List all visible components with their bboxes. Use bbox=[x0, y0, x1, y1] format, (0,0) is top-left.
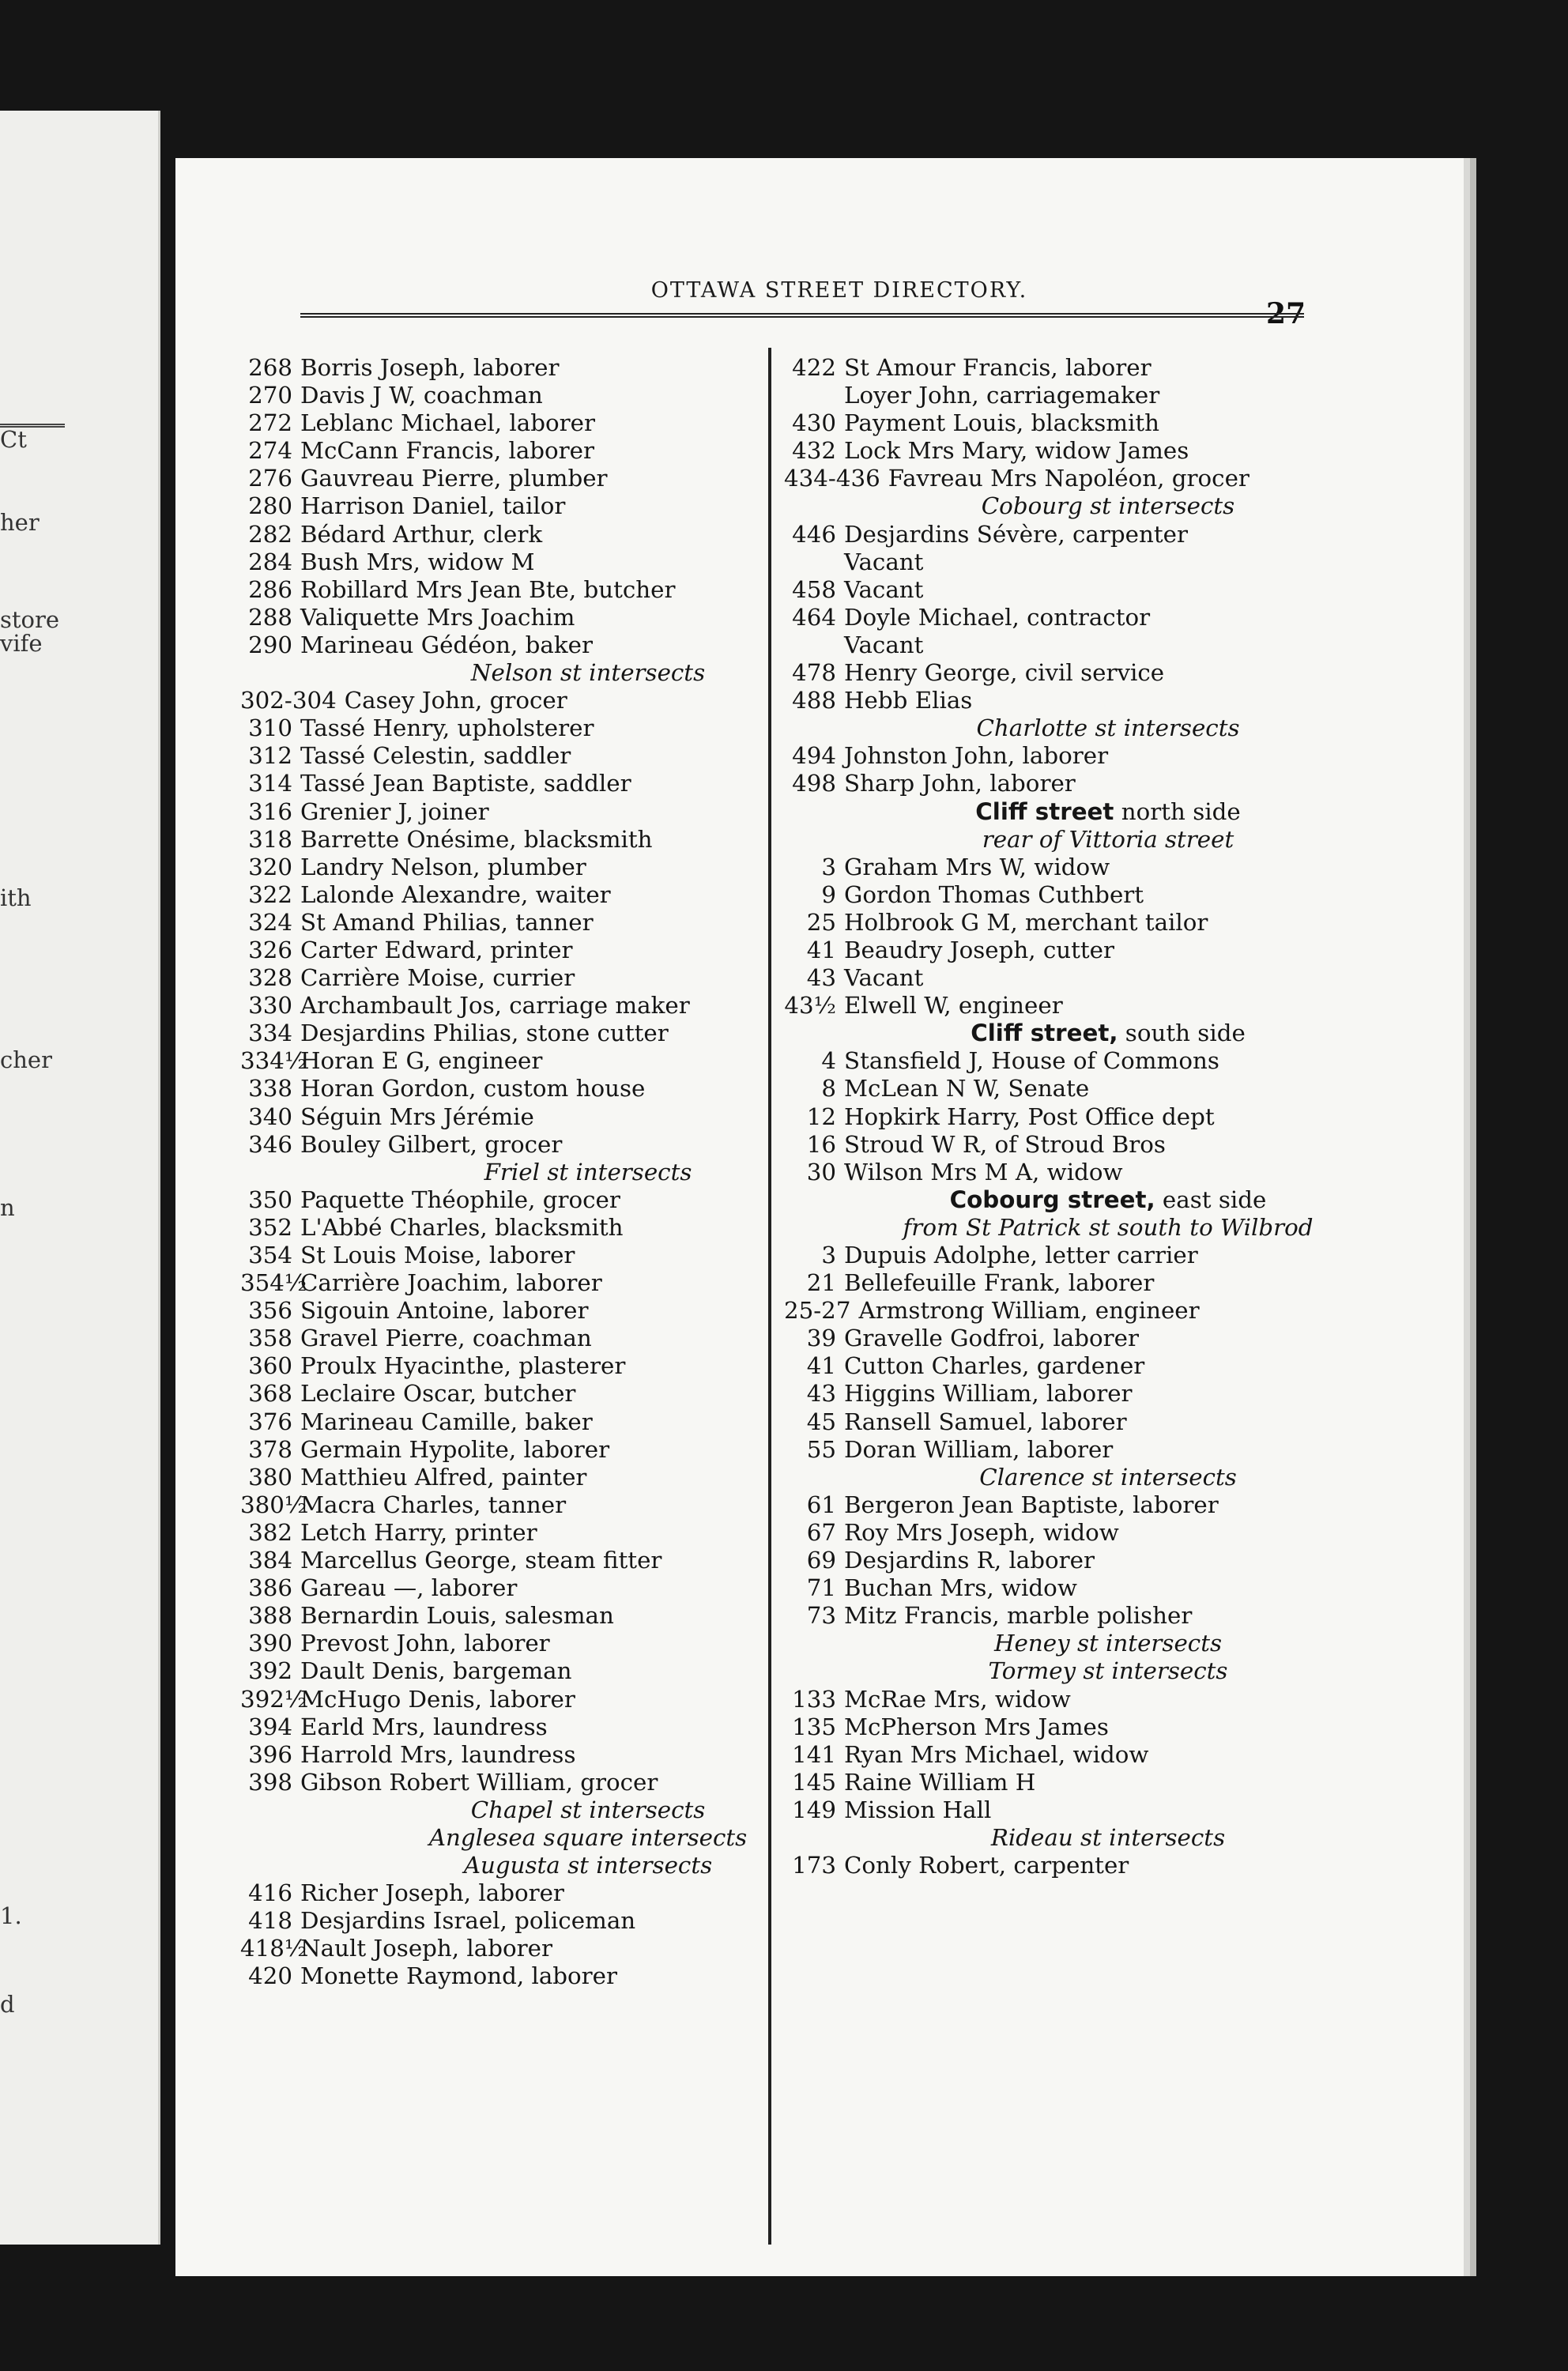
resident-text: Vacant bbox=[844, 964, 924, 992]
resident-text: Dault Denis, bargeman bbox=[300, 1657, 572, 1685]
resident-text: Ryan Mrs Michael, widow bbox=[844, 1740, 1149, 1768]
street-number: 380½ bbox=[240, 1491, 307, 1518]
continuation-entry: Loyer John, carriagemaker bbox=[844, 382, 1160, 409]
street-number: 340 bbox=[248, 1103, 292, 1130]
resident-text: Mission Hall bbox=[844, 1796, 992, 1823]
directory-entry bbox=[784, 1436, 1432, 1464]
resident-text: McCann Francis, laborer bbox=[300, 437, 595, 465]
street-number: 43 bbox=[806, 964, 836, 992]
resident-text: Carter Edward, printer bbox=[300, 936, 573, 963]
section-heading: Clarence st intersects bbox=[979, 1463, 1237, 1491]
resident-text: Roy Mrs Joseph, widow bbox=[844, 1518, 1119, 1546]
directory-entry bbox=[784, 881, 1432, 909]
resident-text: St Amand Philias, tanner bbox=[300, 908, 594, 936]
resident-text: Carrière Joachim, laborer bbox=[300, 1269, 602, 1297]
street-number: 330 bbox=[248, 992, 292, 1020]
street-number: 55 bbox=[806, 1435, 836, 1463]
resident-text: Marcellus George, steam fitter bbox=[300, 1547, 662, 1574]
facing-page-fragment: cher bbox=[0, 1046, 52, 1073]
street-number: 354½ bbox=[240, 1269, 307, 1297]
street-number: 25 bbox=[806, 908, 836, 936]
street-number: 390 bbox=[248, 1630, 292, 1657]
resident-text: Dupuis Adolphe, letter carrier bbox=[844, 1242, 1198, 1268]
resident-text: Nault Joseph, laborer bbox=[300, 1935, 553, 1962]
street-number: 384 bbox=[248, 1547, 292, 1574]
street-number: 8 bbox=[821, 1075, 836, 1103]
resident-text: Lalonde Alexandre, waiter bbox=[300, 880, 611, 908]
resident-text: Marineau Gédéon, baker bbox=[300, 631, 593, 658]
street-number: 356 bbox=[248, 1297, 292, 1325]
resident-text: Sharp John, laborer bbox=[844, 770, 1076, 797]
resident-text: Prevost John, laborer bbox=[300, 1630, 550, 1657]
directory-entry bbox=[784, 437, 1432, 465]
resident-text: Gravel Pierre, coachman bbox=[300, 1325, 592, 1352]
resident-text: Lock Mrs Mary, widow James bbox=[844, 437, 1189, 465]
street-number: 41 bbox=[806, 1352, 836, 1380]
street-number: 288 bbox=[248, 603, 292, 631]
street-number: 3 bbox=[821, 1242, 836, 1268]
street-number: 61 bbox=[806, 1491, 836, 1518]
section-heading: rear of Vittoria street bbox=[982, 825, 1234, 853]
directory-entry bbox=[784, 1269, 1432, 1297]
directory-entry bbox=[784, 1574, 1432, 1602]
facing-page-fragment: d bbox=[0, 1991, 15, 2018]
directory-entry bbox=[784, 1297, 1432, 1325]
section-heading: Chapel st intersects bbox=[470, 1796, 706, 1823]
street-number: 380 bbox=[248, 1463, 292, 1491]
street-name: Cliff street, bbox=[971, 1020, 1118, 1047]
resident-text: Bush Mrs, widow M bbox=[300, 548, 535, 575]
resident-text: Monette Raymond, laborer bbox=[300, 1962, 618, 1990]
street-number: 310 bbox=[248, 714, 292, 742]
street-number: 346 bbox=[248, 1130, 292, 1158]
street-number: 350 bbox=[248, 1186, 292, 1213]
directory-entry bbox=[784, 1602, 1432, 1630]
street-number: 312 bbox=[248, 742, 292, 770]
page-title: OTTAWA STREET DIRECTORY. bbox=[650, 278, 1028, 303]
directory-entry bbox=[784, 576, 1432, 604]
resident-text: Cutton Charles, gardener bbox=[844, 1352, 1145, 1380]
facing-page-fragment: her bbox=[0, 509, 40, 536]
street-number: 9 bbox=[821, 880, 836, 908]
directory-entry bbox=[784, 409, 1432, 437]
resident-text: Tassé Jean Baptiste, saddler bbox=[300, 770, 631, 797]
directory-entry bbox=[784, 604, 1432, 631]
resident-text: Higgins William, laborer bbox=[844, 1380, 1133, 1408]
resident-text: Carrière Moise, currier bbox=[300, 964, 575, 992]
header-rule bbox=[300, 313, 1304, 318]
directory-entry bbox=[784, 909, 1432, 937]
facing-page-fragment: ith bbox=[0, 884, 32, 911]
street-number: 276 bbox=[248, 465, 292, 492]
street-number: 149 bbox=[792, 1796, 836, 1823]
street-number: 418 bbox=[248, 1907, 292, 1935]
resident-text: Gareau —, laborer bbox=[300, 1574, 518, 1602]
street-number: 282 bbox=[248, 520, 292, 548]
directory-entry bbox=[240, 1879, 936, 1907]
directory-entry bbox=[784, 1741, 1432, 1769]
directory-entry bbox=[784, 1713, 1432, 1741]
facing-page-fragment: 1. bbox=[0, 1902, 22, 1929]
resident-text: Payment Louis, blacksmith bbox=[844, 409, 1160, 437]
street-number: 368 bbox=[248, 1380, 292, 1408]
street-number: 69 bbox=[806, 1547, 836, 1574]
directory-entry bbox=[784, 1075, 1432, 1103]
street-number: 280 bbox=[248, 492, 292, 520]
street-number: 67 bbox=[806, 1518, 836, 1546]
resident-text: Harrold Mrs, laundress bbox=[300, 1740, 576, 1768]
street-number: 12 bbox=[806, 1103, 836, 1130]
resident-text: Grenier J, joiner bbox=[300, 797, 489, 825]
resident-text: Robillard Mrs Jean Bte, butcher bbox=[300, 575, 676, 603]
resident-text: Leblanc Michael, laborer bbox=[300, 409, 595, 437]
section-heading: Heney st intersects bbox=[993, 1630, 1223, 1657]
resident-text: Valiquette Mrs Joachim bbox=[300, 603, 575, 631]
street-number: 388 bbox=[248, 1602, 292, 1630]
street-number: 16 bbox=[806, 1130, 836, 1158]
resident-text: Elwell W, engineer bbox=[844, 992, 1063, 1020]
section-heading: Tormey st intersects bbox=[988, 1657, 1228, 1685]
street-number: 43½ bbox=[784, 992, 836, 1020]
section-heading: Charlotte st intersects bbox=[976, 714, 1240, 742]
resident-text: Sigouin Antoine, laborer bbox=[300, 1297, 589, 1325]
resident-text: Gordon Thomas Cuthbert bbox=[844, 880, 1144, 908]
resident-text: Conly Robert, carpenter bbox=[844, 1852, 1129, 1879]
resident-text: Paquette Théophile, grocer bbox=[300, 1186, 620, 1213]
street-number: 268 bbox=[248, 354, 292, 381]
street-number: 334 bbox=[248, 1020, 292, 1047]
directory-entry bbox=[784, 687, 1432, 714]
street-number: 173 bbox=[792, 1852, 836, 1879]
resident-text: McPherson Mrs James bbox=[844, 1713, 1109, 1740]
directory-entry bbox=[784, 1242, 1432, 1269]
resident-text: Stroud W R, of Stroud Bros bbox=[844, 1130, 1166, 1158]
resident-text: Doran William, laborer bbox=[844, 1435, 1114, 1463]
resident-text: Marineau Camille, baker bbox=[300, 1408, 593, 1435]
resident-text: Desjardins Philias, stone cutter bbox=[300, 1020, 669, 1047]
street-number: 416 bbox=[248, 1879, 292, 1907]
street-number: 4 bbox=[821, 1047, 836, 1075]
directory-entry bbox=[784, 354, 1432, 382]
resident-text: Matthieu Alfred, painter bbox=[300, 1463, 587, 1491]
directory-entry bbox=[784, 1103, 1432, 1131]
street-number: 434-436 bbox=[784, 465, 880, 492]
resident-text: Barrette Onésime, blacksmith bbox=[300, 825, 653, 853]
resident-text: Wilson Mrs M A, widow bbox=[844, 1158, 1123, 1186]
street-number: 392½ bbox=[240, 1685, 307, 1713]
resident-text: Leclaire Oscar, butcher bbox=[300, 1380, 576, 1408]
resident-text: Beaudry Joseph, cutter bbox=[844, 936, 1114, 963]
street-number: 376 bbox=[248, 1408, 292, 1435]
resident-text: Mitz Francis, marble polisher bbox=[844, 1602, 1193, 1630]
directory-page bbox=[175, 158, 1464, 2276]
directory-entry bbox=[240, 1962, 936, 1990]
street-number: 141 bbox=[792, 1740, 836, 1768]
section-heading: Nelson st intersects bbox=[470, 659, 706, 687]
street-name: Cliff street bbox=[975, 797, 1114, 825]
directory-entry bbox=[784, 521, 1432, 548]
directory-entry bbox=[784, 1325, 1432, 1352]
street-number: 290 bbox=[248, 631, 292, 658]
resident-text: Johnston John, laborer bbox=[844, 742, 1109, 770]
street-number: 324 bbox=[248, 908, 292, 936]
directory-entry bbox=[784, 1491, 1432, 1519]
resident-text: Borris Joseph, laborer bbox=[300, 354, 560, 381]
resident-text: Letch Harry, printer bbox=[300, 1518, 537, 1546]
resident-text: Vacant bbox=[844, 575, 924, 603]
resident-text: Gravelle Godfroi, laborer bbox=[844, 1325, 1140, 1352]
resident-text: St Amour Francis, laborer bbox=[844, 354, 1152, 381]
street-number: 464 bbox=[792, 603, 836, 631]
street-side: north side bbox=[1114, 797, 1241, 825]
directory-entry bbox=[240, 1935, 936, 1962]
street-number: 286 bbox=[248, 575, 292, 603]
facing-page-fragment: store bbox=[0, 606, 60, 633]
resident-text: Davis J W, coachman bbox=[300, 382, 543, 409]
resident-text: Graham Mrs W, widow bbox=[844, 853, 1110, 880]
street-number: 133 bbox=[792, 1685, 836, 1713]
street-name: Cobourg street, bbox=[949, 1186, 1155, 1213]
directory-entry bbox=[784, 1352, 1432, 1380]
resident-text: McLean N W, Senate bbox=[844, 1075, 1090, 1103]
directory-entry bbox=[784, 659, 1432, 687]
resident-text: St Louis Moise, laborer bbox=[300, 1242, 575, 1268]
resident-text: Stansfield J, House of Commons bbox=[844, 1047, 1219, 1075]
resident-text: Macra Charles, tanner bbox=[300, 1491, 567, 1518]
street-number: 314 bbox=[248, 770, 292, 797]
street-number: 322 bbox=[248, 880, 292, 908]
street-heading bbox=[784, 1020, 1432, 1047]
directory-entry bbox=[784, 1131, 1432, 1159]
street-number: 358 bbox=[248, 1325, 292, 1352]
resident-text: Hopkirk Harry, Post Office dept bbox=[844, 1103, 1215, 1130]
directory-entry bbox=[784, 1408, 1432, 1436]
section-heading: from St Patrick st south to Wilbrod bbox=[903, 1213, 1314, 1241]
resident-text: Raine William H bbox=[844, 1768, 1036, 1796]
street-number: 386 bbox=[248, 1574, 292, 1602]
resident-text: Buchan Mrs, widow bbox=[844, 1574, 1077, 1602]
street-number: 488 bbox=[792, 687, 836, 714]
street-number: 498 bbox=[792, 770, 836, 797]
street-number: 316 bbox=[248, 797, 292, 825]
page-header bbox=[175, 158, 1464, 330]
street-number: 43 bbox=[806, 1380, 836, 1408]
resident-text: Armstrong William, engineer bbox=[858, 1297, 1200, 1325]
resident-text: Séguin Mrs Jérémie bbox=[300, 1103, 534, 1130]
street-number: 392 bbox=[248, 1657, 292, 1685]
street-heading bbox=[784, 798, 1432, 826]
section-heading: Friel st intersects bbox=[484, 1158, 692, 1186]
directory-entry bbox=[784, 1519, 1432, 1547]
street-number: 360 bbox=[248, 1352, 292, 1380]
resident-text: Tassé Celestin, saddler bbox=[300, 742, 571, 770]
facing-page-fragment: Ct bbox=[0, 426, 27, 453]
street-number: 446 bbox=[792, 520, 836, 548]
directory-entry bbox=[784, 992, 1432, 1020]
resident-text: Bellefeuille Frank, laborer bbox=[844, 1269, 1155, 1297]
resident-text: Richer Joseph, laborer bbox=[300, 1879, 564, 1907]
directory-entry bbox=[784, 1769, 1432, 1796]
resident-text: Horan Gordon, custom house bbox=[300, 1075, 646, 1103]
directory-entry bbox=[784, 465, 1432, 492]
street-number: 270 bbox=[248, 382, 292, 409]
directory-entry bbox=[784, 937, 1432, 964]
resident-text: Bédard Arthur, clerk bbox=[300, 520, 543, 548]
directory-entry bbox=[784, 1159, 1432, 1186]
street-number: 328 bbox=[248, 964, 292, 992]
resident-text: Henry George, civil service bbox=[844, 659, 1165, 687]
street-number: 382 bbox=[248, 1518, 292, 1546]
resident-text: McRae Mrs, widow bbox=[844, 1685, 1071, 1713]
street-number: 25-27 bbox=[784, 1297, 851, 1325]
street-number: 458 bbox=[792, 575, 836, 603]
facing-page bbox=[0, 111, 160, 2245]
street-number: 334½ bbox=[240, 1047, 307, 1075]
street-number: 494 bbox=[792, 742, 836, 770]
street-number: 338 bbox=[248, 1075, 292, 1103]
resident-text: Casey John, grocer bbox=[344, 687, 567, 714]
street-number: 302-304 bbox=[240, 687, 337, 714]
resident-text: Desjardins Israel, policeman bbox=[300, 1907, 636, 1935]
resident-text: Doyle Michael, contractor bbox=[844, 603, 1151, 631]
resident-text: Hebb Elias bbox=[844, 687, 973, 714]
resident-text: Harrison Daniel, tailor bbox=[300, 492, 566, 520]
street-number: 320 bbox=[248, 853, 292, 880]
street-number: 398 bbox=[248, 1768, 292, 1796]
street-number: 430 bbox=[792, 409, 836, 437]
street-number: 272 bbox=[248, 409, 292, 437]
street-number: 39 bbox=[806, 1325, 836, 1352]
street-number: 354 bbox=[248, 1242, 292, 1268]
facing-page-fragment: vife bbox=[0, 630, 43, 657]
street-number: 145 bbox=[792, 1768, 836, 1796]
right-column bbox=[784, 354, 1432, 1879]
street-number: 284 bbox=[248, 548, 292, 575]
street-number: 326 bbox=[248, 936, 292, 963]
street-number: 71 bbox=[806, 1574, 836, 1602]
resident-text: Ransell Samuel, laborer bbox=[844, 1408, 1127, 1435]
directory-entry bbox=[784, 1547, 1432, 1574]
street-number: 41 bbox=[806, 936, 836, 963]
street-number: 352 bbox=[248, 1213, 292, 1241]
resident-text: Earld Mrs, laundress bbox=[300, 1713, 548, 1740]
street-number: 378 bbox=[248, 1435, 292, 1463]
section-heading: Anglesea square intersects bbox=[428, 1823, 748, 1851]
section-heading: Cobourg st intersects bbox=[981, 492, 1235, 520]
street-number: 73 bbox=[806, 1602, 836, 1630]
section-heading: Augusta st intersects bbox=[463, 1852, 713, 1879]
street-number: 45 bbox=[806, 1408, 836, 1435]
street-number: 21 bbox=[806, 1269, 836, 1297]
section-heading: Rideau st intersects bbox=[990, 1823, 1226, 1851]
street-number: 396 bbox=[248, 1740, 292, 1768]
page-number: 27 bbox=[1266, 297, 1306, 330]
resident-text: Bernardin Louis, salesman bbox=[300, 1602, 614, 1630]
street-number: 394 bbox=[248, 1713, 292, 1740]
directory-entry bbox=[784, 1047, 1432, 1075]
street-number: 135 bbox=[792, 1713, 836, 1740]
directory-entry bbox=[784, 1796, 1432, 1824]
directory-entry bbox=[784, 964, 1432, 992]
street-number: 30 bbox=[806, 1158, 836, 1186]
directory-entry bbox=[240, 1907, 936, 1935]
resident-text: Desjardins R, laborer bbox=[844, 1547, 1095, 1574]
resident-text: Gauvreau Pierre, plumber bbox=[300, 465, 608, 492]
resident-text: Landry Nelson, plumber bbox=[300, 853, 586, 880]
directory-entry bbox=[784, 1380, 1432, 1408]
resident-text: Desjardins Sévère, carpenter bbox=[844, 520, 1188, 548]
resident-text: Holbrook G M, merchant tailor bbox=[844, 908, 1208, 936]
street-number: 422 bbox=[792, 354, 836, 381]
street-number: 3 bbox=[821, 853, 836, 880]
street-number: 418½ bbox=[240, 1935, 307, 1962]
street-number: 274 bbox=[248, 437, 292, 465]
resident-text: McHugo Denis, laborer bbox=[300, 1685, 575, 1713]
resident-text: L'Abbé Charles, blacksmith bbox=[300, 1213, 624, 1241]
continuation-entry: Vacant bbox=[844, 548, 924, 575]
street-number: 318 bbox=[248, 825, 292, 853]
street-number: 478 bbox=[792, 659, 836, 687]
resident-text: Horan E G, engineer bbox=[300, 1047, 543, 1075]
resident-text: Gibson Robert William, grocer bbox=[300, 1768, 658, 1796]
street-side: east side bbox=[1155, 1186, 1267, 1213]
facing-page-fragment: n bbox=[0, 1194, 15, 1221]
resident-text: Tassé Henry, upholsterer bbox=[300, 714, 594, 742]
resident-text: Archambault Jos, carriage maker bbox=[300, 992, 690, 1020]
street-side: south side bbox=[1118, 1020, 1246, 1047]
street-heading bbox=[784, 1186, 1432, 1214]
street-number: 420 bbox=[248, 1962, 292, 1990]
resident-text: Bouley Gilbert, grocer bbox=[300, 1130, 563, 1158]
directory-entry bbox=[784, 770, 1432, 797]
continuation-entry: Vacant bbox=[844, 631, 924, 658]
street-number: 432 bbox=[792, 437, 836, 465]
resident-text: Bergeron Jean Baptiste, laborer bbox=[844, 1491, 1219, 1518]
directory-entry bbox=[784, 1686, 1432, 1713]
directory-entry bbox=[784, 1852, 1432, 1879]
resident-text: Favreau Mrs Napoléon, grocer bbox=[888, 465, 1250, 492]
resident-text: Germain Hypolite, laborer bbox=[300, 1435, 610, 1463]
resident-text: Proulx Hyacinthe, plasterer bbox=[300, 1352, 626, 1380]
directory-entry bbox=[784, 854, 1432, 881]
directory-entry bbox=[784, 742, 1432, 770]
